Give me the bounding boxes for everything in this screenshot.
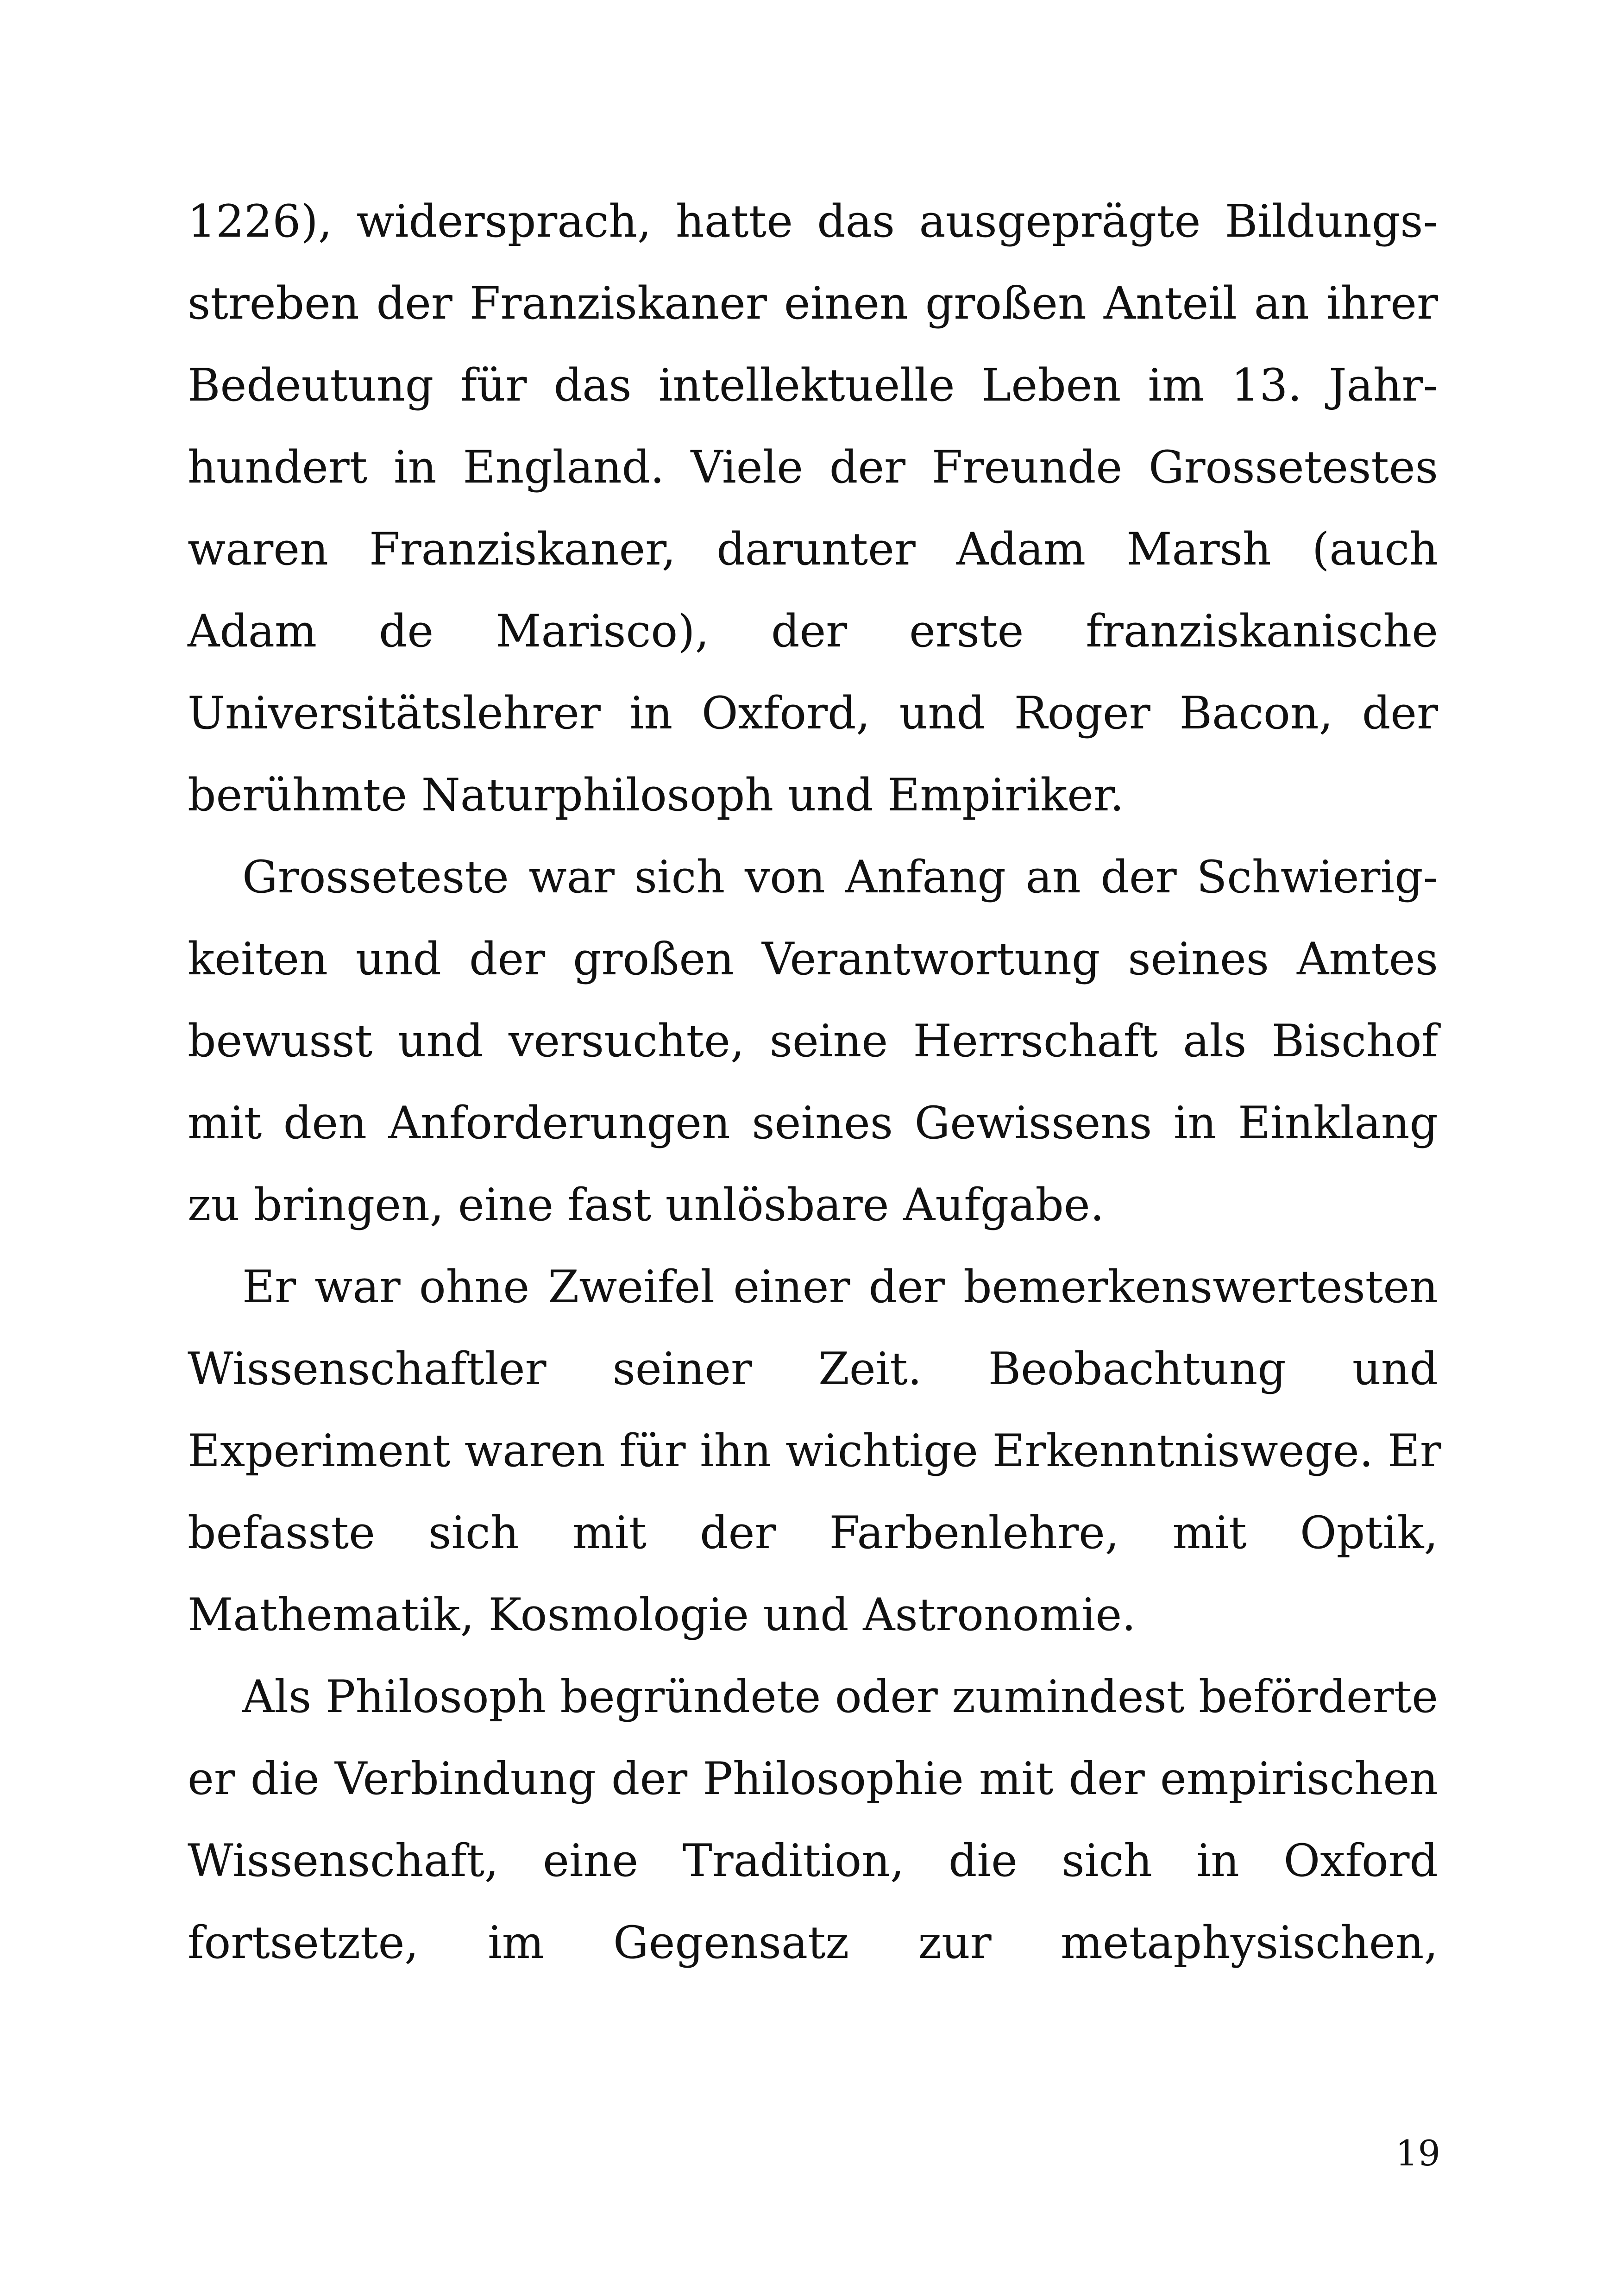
text-line: Bedeutung für das intellektuelle Leben im 13. Jahr- <box>188 359 1438 411</box>
text-line: berühmte Naturphilosoph und Empiriker. <box>188 769 1124 821</box>
text-line: befasste sich mit der Farbenlehre, mit Optik, <box>188 1507 1438 1559</box>
text-line: 1226), widersprach, hatte das ausgeprägte Bildungs- <box>188 195 1438 247</box>
text-line: Mathematik, Kosmologie und Astronomie. <box>188 1589 1136 1641</box>
text-line: Grosseteste war sich von Anfang an der Schwierig- <box>242 851 1438 903</box>
text-line: Als Philosoph begründete oder zumindest beförderte <box>242 1671 1438 1723</box>
text-line: waren Franziskaner, darunter Adam Marsh (auch <box>188 523 1438 575</box>
body-text <box>188 181 1441 1984</box>
text-line: er die Verbindung der Philosophie mit der empirischen <box>188 1753 1438 1805</box>
page-number: 19 <box>1395 2133 1440 2174</box>
text-line: fortsetzte, im Gegensatz zur metaphysischen, <box>188 1917 1438 1969</box>
text-line: keiten und der großen Verantwortung seines Amtes <box>188 933 1438 985</box>
text-line: mit den Anforderungen seines Gewissens in Einklang <box>188 1097 1438 1149</box>
text-line: Er war ohne Zweifel einer der bemerkenswertesten <box>242 1261 1438 1313</box>
text-line: streben der Franziskaner einen großen Anteil an ihrer <box>188 277 1438 329</box>
text-line: Adam de Marisco), der erste franziskanische <box>188 605 1438 657</box>
text-line: Wissenschaft, eine Tradition, die sich in Oxford <box>188 1835 1438 1887</box>
text-line: Universitätslehrer in Oxford, und Roger Bacon, der <box>188 687 1438 739</box>
text-line: Experiment waren für ihn wichtige Erkenntniswege. Er <box>188 1425 1441 1477</box>
text-line: hundert in England. Viele der Freunde Grossetestes <box>188 441 1438 493</box>
text-line: bewusst und versuchte, seine Herrschaft als Bischof <box>188 1015 1438 1067</box>
text-line: Wissenschaftler seiner Zeit. Beobachtung und <box>188 1343 1438 1395</box>
text-line: zu bringen, eine fast unlösbare Aufgabe. <box>188 1179 1105 1231</box>
